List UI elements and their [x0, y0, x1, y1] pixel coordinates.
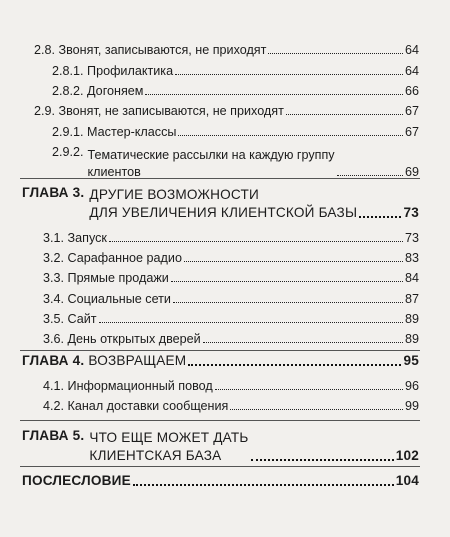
page-number: 73: [403, 205, 419, 220]
section-number: 3.4.: [43, 292, 65, 306]
dot-leader: [133, 484, 394, 486]
toc-entry[interactable]: [43, 231, 419, 245]
afterword-title: ПОСЛЕСЛОВИЕ: [22, 473, 131, 488]
section-title: Информационный повод: [67, 379, 213, 393]
divider: [20, 466, 420, 467]
section-title: Профилактика: [87, 64, 174, 78]
page-number: 64: [404, 43, 419, 57]
section-number: 3.2.: [43, 251, 65, 265]
section-title: Социальные сети: [67, 292, 171, 306]
chapter-label: ГЛАВА 4.: [22, 353, 85, 368]
page-number: 84: [404, 271, 419, 285]
toc-entry[interactable]: [52, 145, 419, 179]
section-number: 2.8.: [34, 43, 56, 57]
dot-leader: [203, 342, 403, 343]
dot-leader: [359, 216, 401, 218]
dot-leader: [268, 53, 403, 54]
section-number: 3.6.: [43, 332, 65, 346]
dot-leader: [99, 322, 403, 323]
toc-entry[interactable]: [52, 64, 419, 78]
dot-leader: [188, 364, 401, 366]
page-number: 69: [404, 165, 419, 179]
chapter-title-line-1: ДРУГИЕ ВОЗМОЖНОСТИ: [89, 187, 259, 202]
toc-entry[interactable]: [52, 84, 419, 98]
chapter-title-line-1: ЧТО ЕЩЕ МОЖЕТ ДАТЬ: [89, 430, 249, 445]
section-number: 3.1.: [43, 231, 65, 245]
dot-leader: [286, 114, 403, 115]
section-title: Сарафанное радио: [67, 251, 182, 265]
dot-leader: [178, 135, 403, 136]
dot-leader: [109, 241, 403, 242]
toc-entry[interactable]: [52, 125, 419, 139]
toc-entry[interactable]: [43, 251, 419, 265]
page-number: 99: [404, 399, 419, 413]
section-title-line-1: Тематические рассылки на каждую группу: [87, 148, 335, 162]
toc-entry[interactable]: [43, 292, 419, 306]
dot-leader: [251, 459, 394, 461]
dot-leader: [215, 389, 403, 390]
section-number: 2.8.1.: [52, 64, 84, 78]
chapter-entry[interactable]: [22, 185, 419, 221]
page-number: 89: [404, 312, 419, 326]
divider: [20, 420, 420, 421]
toc-entry[interactable]: [34, 43, 419, 57]
page-number: 66: [404, 84, 419, 98]
dot-leader: [184, 261, 403, 262]
chapter-title-line-2: ДЛЯ УВЕЛИЧЕНИЯ КЛИЕНТСКОЙ БАЗЫ: [89, 205, 358, 220]
page-number: 67: [404, 104, 419, 118]
section-number: 2.9.1.: [52, 125, 84, 139]
page-number: 87: [404, 292, 419, 306]
divider: [20, 178, 420, 179]
page-number: 67: [404, 125, 419, 139]
section-title: Канал доставки сообщения: [67, 399, 229, 413]
section-title-line-2: клиентов: [87, 165, 141, 179]
afterword-entry[interactable]: [22, 473, 419, 489]
chapter-label: ГЛАВА 3.: [22, 185, 85, 200]
dot-leader: [230, 409, 403, 410]
section-number: 4.2.: [43, 399, 65, 413]
toc-entry[interactable]: [43, 399, 419, 413]
page-number: 104: [395, 473, 419, 488]
toc-entry[interactable]: [43, 332, 419, 346]
section-number: 3.5.: [43, 312, 65, 326]
page-number: 89: [404, 332, 419, 346]
dot-leader: [145, 94, 403, 95]
section-number: 3.3.: [43, 271, 65, 285]
page-number: 95: [403, 353, 419, 368]
dot-leader: [171, 281, 403, 282]
page-number: 102: [395, 448, 419, 463]
section-title: Прямые продажи: [67, 271, 169, 285]
page-number: 73: [404, 231, 419, 245]
dot-leader: [337, 175, 403, 176]
section-title: Запуск: [67, 231, 107, 245]
chapter-entry[interactable]: [22, 428, 419, 464]
section-title: Мастер-классы: [87, 125, 177, 139]
chapter-title-line-2: КЛИЕНТСКАЯ БАЗА: [89, 448, 222, 463]
section-number: 2.9.: [34, 104, 56, 118]
chapter-label: ГЛАВА 5.: [22, 428, 85, 443]
page-number: 96: [404, 379, 419, 393]
section-number: 4.1.: [43, 379, 65, 393]
section-title: Сайт: [67, 312, 97, 326]
divider: [20, 350, 420, 351]
section-title: Догоняем: [87, 84, 144, 98]
page-number: 64: [404, 64, 419, 78]
toc-entry[interactable]: [34, 104, 419, 118]
chapter-entry[interactable]: [22, 353, 419, 369]
toc-entry[interactable]: [43, 271, 419, 285]
page-number: 83: [404, 251, 419, 265]
toc-entry[interactable]: [43, 379, 419, 393]
section-title: Звонят, не записываются, не приходят: [58, 104, 284, 118]
section-number: 2.8.2.: [52, 84, 84, 98]
dot-leader: [173, 302, 403, 303]
toc-entry[interactable]: [43, 312, 419, 326]
section-title: День открытых дверей: [67, 332, 201, 346]
section-number: 2.9.2.: [52, 145, 84, 159]
section-title: Звонят, записываются, не приходят: [58, 43, 267, 57]
dot-leader: [175, 74, 403, 75]
chapter-title: ВОЗВРАЩАЕМ: [88, 353, 187, 368]
